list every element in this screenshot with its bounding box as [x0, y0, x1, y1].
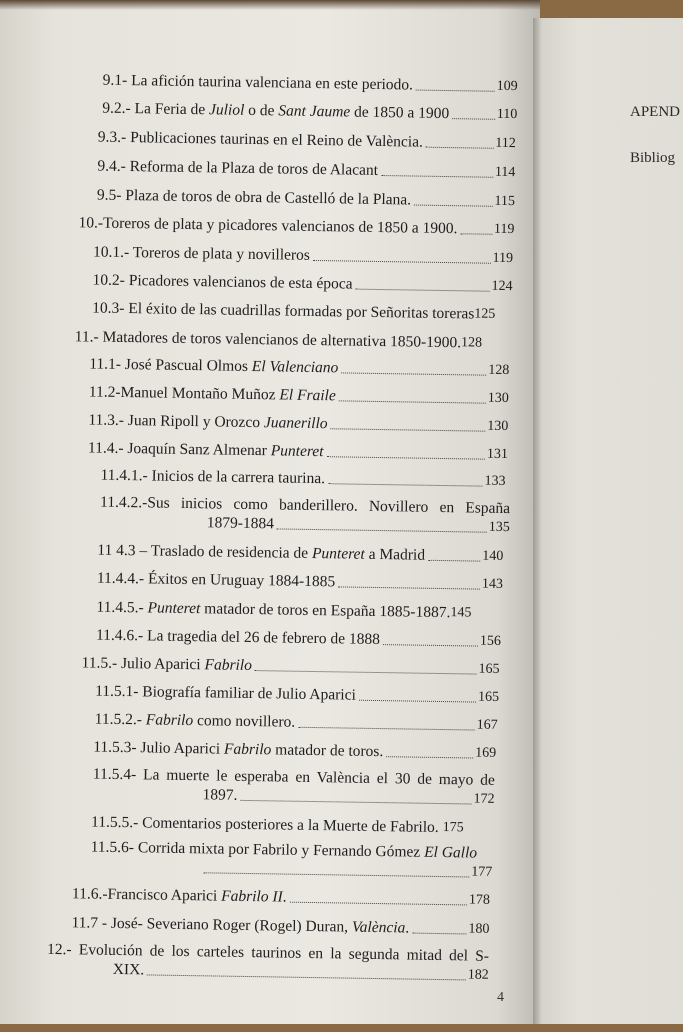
toc-entry-title: 11.1- José Pascual Olmos	[89, 355, 253, 376]
toc-entry-title-italic: Fabrilo	[223, 740, 272, 759]
toc-entry	[47, 940, 490, 985]
toc-entry-title-italic: Punteret	[270, 442, 324, 461]
toc-entry	[95, 707, 498, 735]
toc-entry	[98, 125, 516, 154]
toc-entry	[92, 765, 495, 809]
toc-entry	[89, 379, 509, 408]
toc-entry	[97, 154, 515, 183]
toc-entry-title: 11.5.5.- Comentarios posteriores a la Muerte de Fabrilo.	[90, 813, 439, 836]
toc-entry-title-cont: XIX.	[112, 960, 145, 979]
toc-entry-page: 125	[474, 306, 496, 322]
toc-entry	[89, 351, 509, 380]
toc-entry-page: 145	[450, 605, 472, 621]
toc-entry-title: 11 4.3 – Traslado de residencia de	[97, 541, 313, 562]
toc-entry-title-cont: 1897.	[202, 786, 238, 804]
toc-entry-title: .	[405, 919, 410, 937]
toc-entry	[96, 623, 501, 651]
toc-entry-title: .	[282, 888, 287, 906]
toc-entry-page: 165	[477, 689, 500, 705]
toc-entry-title: 11.5.4- La muerte le esperaba en València el 30 de mayo de	[92, 765, 495, 789]
toc-entry	[97, 538, 503, 566]
toc-entry-page: 177	[471, 864, 493, 880]
toc-entry-page: 124	[491, 278, 513, 295]
toc-entry-page: 109	[496, 78, 518, 95]
toc-entry-title: 11.5.3- Julio Aparici	[93, 738, 225, 758]
toc-entry-title: 11.4.2.-Sus inicios como banderillero. Novillero en España	[99, 493, 511, 518]
toc-entry-page: 172	[473, 791, 495, 807]
toc-entry-page: 165	[478, 661, 500, 677]
toc-entry	[96, 595, 501, 623]
toc-entry-title: 11.5.2.-	[94, 710, 146, 729]
appendix-heading: APEND	[630, 104, 681, 120]
toc-entry-title-italic: Fabrilo II	[221, 887, 283, 906]
toc-entry	[92, 295, 512, 324]
toc-entry	[88, 407, 508, 436]
toc-entry-page: 178	[468, 892, 491, 908]
toc-entry-title: 11.4.6.- La tragedia del 26 de febrero de 1888	[95, 626, 381, 649]
toc-entry-title: 9.4.- Reforma de la Plaza de toros de Alacant	[97, 157, 379, 179]
toc-entry-page: 135	[488, 519, 510, 536]
toc-entry-title-cont: 1879-1884	[206, 514, 275, 533]
toc-entry	[93, 735, 496, 763]
toc-entry-page: 128	[488, 362, 510, 379]
toc-entry-title-italic: Punteret	[147, 599, 201, 618]
toc-entry-title-italic: Juanerillo	[263, 414, 328, 433]
toc-entry-page: 156	[479, 633, 502, 649]
toc-entry-title-italic: Fabrilo	[204, 656, 253, 675]
toc-entry-page: 119	[493, 221, 515, 238]
toc-entry-title: 11.- Matadores de toros valencianos de alternativa 1850-1900.	[74, 328, 462, 352]
toc-entry-page: 169	[475, 745, 497, 761]
toc-entry-title: matador de toros en España 1885-1887.	[200, 600, 451, 622]
toc-entry	[72, 881, 490, 910]
toc-entry-title-italic: El Fraile	[279, 386, 336, 405]
toc-entry-page: 167	[476, 717, 498, 733]
toc-entry-page: 114	[494, 164, 516, 181]
toc-entry	[75, 324, 511, 353]
bibliography-item: Bibliog	[630, 150, 676, 166]
toc-entry-title: 10.2- Picadores valencianos de esta época	[92, 271, 353, 293]
toc-entry-page: 143	[481, 576, 503, 592]
toc-entry-page: 110	[496, 106, 518, 123]
toc-entry	[93, 239, 513, 268]
toc-entry-title: 9.3.- Publicaciones taurinas en el Reino de València.	[97, 128, 424, 151]
toc-entry-page: 130	[487, 390, 509, 407]
toc-entry-title: 11.5.1- Biografía familiar de Julio Aparici	[95, 682, 356, 704]
toc-entry-page: 130	[487, 418, 509, 435]
toc-entry-title: 9.5- Plaza de toros de obra de Castelló de la Plana.	[96, 186, 412, 209]
toc-entry-title-italic: Fabrilo	[145, 711, 194, 730]
toc-entry-page: 131	[486, 446, 509, 463]
toc-entry-title: 11.4.- Joaquín Sanz Almenar	[87, 439, 271, 460]
toc-entry-title: 10.3- El éxito de las cuadrillas formadas por Señoritas toreras	[92, 299, 475, 323]
toc-entry-page: 180	[468, 921, 490, 937]
toc-entry	[97, 183, 515, 212]
page-number: 4	[497, 990, 504, 1005]
toc-entry-title-italic: El Gallo	[424, 843, 478, 862]
toc-entry	[102, 96, 517, 125]
toc-entry-title: matador de toros.	[271, 741, 384, 761]
toc-entry-title: 11.4.4.- Éxitos en Uruguay 1884-1885	[96, 569, 336, 591]
toc-entry-title: 10.-Toreros de plata y picadores valencianos de 1850 a 1900.	[78, 214, 458, 238]
toc-entry-page: 112	[495, 135, 516, 152]
toc-entry-title: 9.1- La afición taurina valenciana en este periodo.	[102, 71, 414, 94]
toc-entry-title-italic: Juliol	[208, 101, 245, 119]
toc-entry	[78, 210, 514, 239]
toc-entry-title-italic: El Valenciano	[251, 358, 339, 377]
toc-entry-title: 10.1.- Toreros de plata y novilleros	[92, 243, 311, 264]
toc-entry-title: 11.5.6- Corrida mixta por Fabrilo y Fernando Gómez	[90, 838, 425, 861]
toc-entry-title-italic: Sant Jaume	[278, 102, 351, 121]
toc-entry-title: 11.7 - José- Severiano Roger (Rogel) Duran,	[71, 914, 353, 936]
toc-entry	[71, 910, 489, 939]
toc-entry	[97, 566, 503, 594]
toc-entry-title: como novillero.	[193, 712, 296, 731]
toc-entry-title: 9.2.- La Feria de	[102, 99, 210, 119]
toc-entry	[88, 435, 508, 464]
toc-entry-title: 11.4.1.- Inicios de la carrera taurina.	[100, 466, 326, 488]
toc-entry-page: 119	[492, 250, 514, 267]
toc-entry	[81, 650, 499, 679]
toc-entry	[90, 838, 493, 882]
toc-entry-title: 11.2-Manuel Montaño Muñoz	[88, 383, 280, 404]
toc-entry	[103, 68, 518, 97]
toc-entry-page: 115	[494, 193, 516, 210]
toc-entry-title: a Madrid	[364, 545, 426, 564]
right-page	[533, 18, 683, 1024]
toc-entry	[92, 267, 512, 296]
toc-entry-title: 11.3.- Juan Ripoll y Orozco	[88, 411, 265, 432]
toc-entry	[95, 679, 499, 707]
toc-entry-title: de 1850 a 1900	[350, 103, 450, 123]
toc-entry-page: 133	[484, 473, 506, 489]
toc-entry	[100, 463, 505, 491]
toc-entry-page: 175	[442, 820, 464, 836]
toc-entry-page: 182	[467, 967, 489, 983]
toc-entry-page: 140	[482, 548, 504, 564]
toc-entry	[91, 810, 493, 838]
toc-entry-title-italic: Punteret	[311, 544, 365, 563]
toc-entry-page: 128	[460, 335, 483, 351]
toc-entry-title: 11.6.-Francisco Aparici	[71, 885, 222, 905]
toc-entry-title: 11.5.- Julio Aparici	[81, 654, 205, 674]
toc-entry	[100, 493, 511, 537]
toc-entry-title: 11.4.5.-	[96, 598, 148, 617]
toc-entry-title: 12.- Evolución de los carteles taurinos en la segunda mitad del S-	[46, 940, 490, 965]
toc-entry-title: o de	[244, 101, 279, 120]
toc-entry-title-italic: València	[351, 918, 406, 937]
